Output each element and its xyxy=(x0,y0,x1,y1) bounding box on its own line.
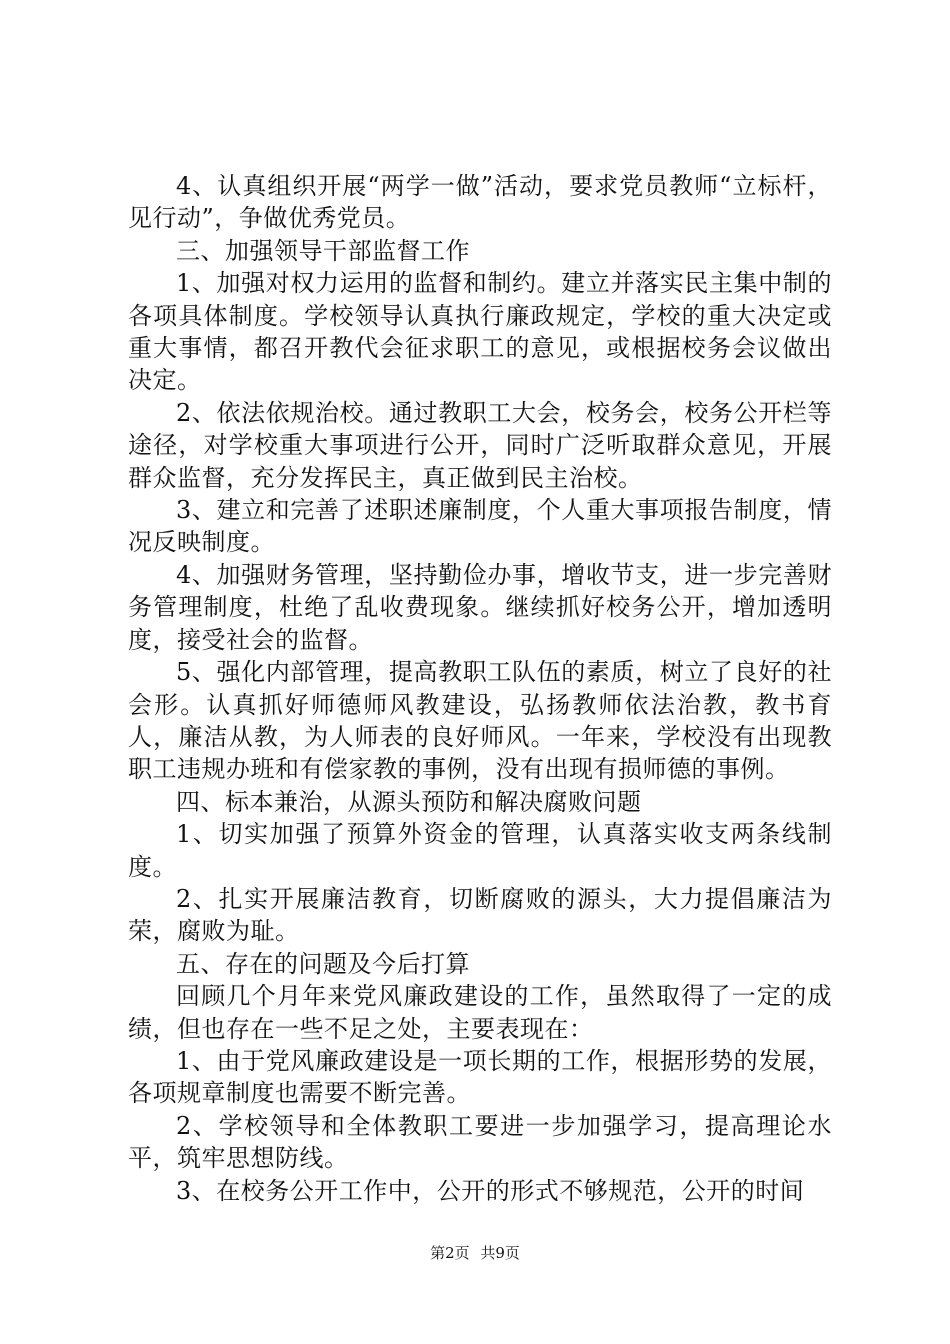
page-number: 第2页 xyxy=(430,1244,470,1262)
paragraph: 5、强化内部管理，提高教职工队伍的素质，树立了良好的社会形。认真抓好师德师风教建设，弘扬教师依法治教，教书育人，廉洁从教，为人师表的良好师风。一年来，学校没有出现教职工违规办班和有偿家教的事例，没有出现有损师德的事例。 xyxy=(128,658,832,784)
section-heading: 四、标本兼治，从源头预防和解决腐败问题 xyxy=(176,787,642,816)
paragraph: 3、在校务公开工作中，公开的形式不够规范，公开的时间 xyxy=(176,1176,805,1205)
paragraph: 回顾几个月年来党风廉政建设的工作，虽然取得了一定的成绩，但也存在一些不足之处，主要表现在： xyxy=(128,982,832,1043)
paragraph: 4、认真组织开展“两学一做”活动，要求党员教师“立标杆，见行动”，争做优秀党员。 xyxy=(128,172,832,233)
document-body xyxy=(128,170,832,1207)
paragraph: 2、依法依规治校。通过教职工大会，校务会，校务公开栏等途径，对学校重大事项进行公开，同时广泛听取群众意见，开展群众监督，充分发挥民主，真正做到民主治校。 xyxy=(128,398,832,492)
paragraph: 1、由于党风廉政建设是一项长期的工作，根据形势的发展，各项规章制度也需要不断完善。 xyxy=(128,1046,832,1108)
paragraph: 1、切实加强了预算外资金的管理，认真落实收支两条线制度。 xyxy=(128,820,832,881)
page-footer xyxy=(0,1242,950,1263)
paragraph: 4、加强财务管理，坚持勤俭办事，增收节支，进一步完善财务管理制度，杜绝了乱收费现象。继续抓好校务公开，增加透明度，接受社会的监督。 xyxy=(128,560,832,654)
paragraph: 2、扎实开展廉洁教育，切断腐败的源头，大力提倡廉洁为荣，腐败为耻。 xyxy=(128,884,832,946)
page-total: 共9页 xyxy=(480,1244,520,1262)
paragraph: 1、加强对权力运用的监督和制约。建立并落实民主集中制的各项具体制度。学校领导认真执行廉政规定，学校的重大决定或重大事情，都召开教代会征求职工的意见，或根据校务会议做出决定。 xyxy=(128,269,832,395)
section-heading: 五、存在的问题及今后打算 xyxy=(176,949,470,978)
paragraph: 3、建立和完善了述职述廉制度，个人重大事项报告制度，情况反映制度。 xyxy=(128,496,832,557)
section-heading: 三、加强领导干部监督工作 xyxy=(176,236,470,265)
paragraph: 2、学校领导和全体教职工要进一步加强学习，提高理论水平，筑牢思想防线。 xyxy=(128,1111,832,1173)
